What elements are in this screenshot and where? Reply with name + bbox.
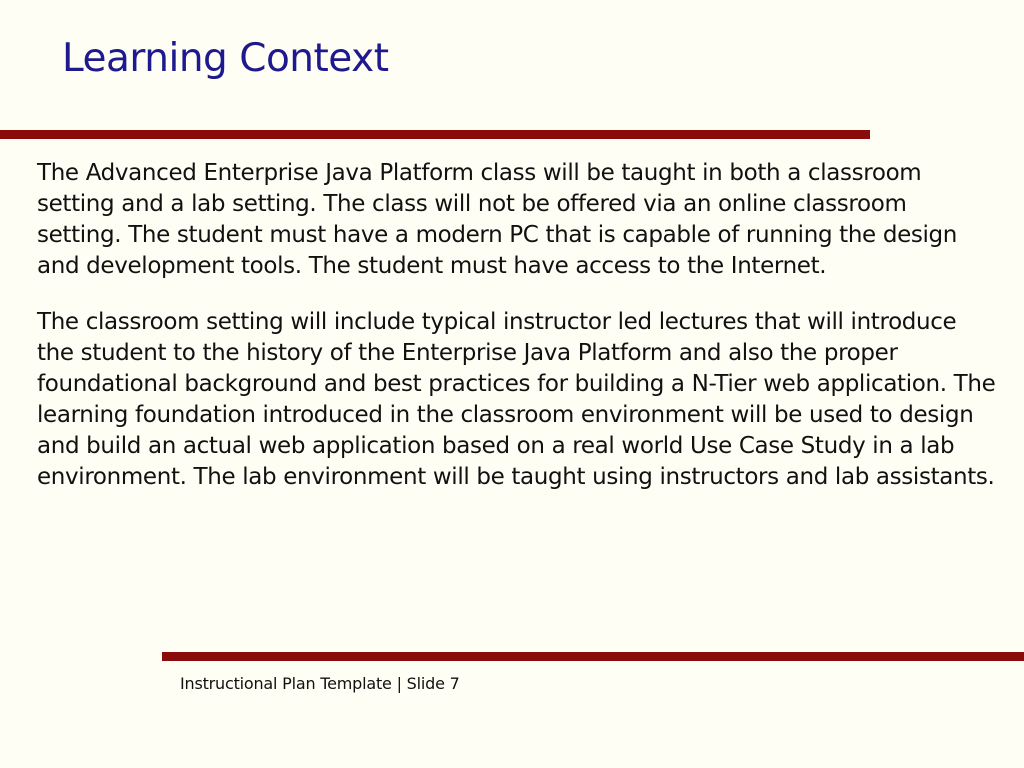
slide-footer: Instructional Plan Template | Slide 7: [180, 674, 460, 693]
top-divider-rule: [0, 130, 870, 139]
body-paragraph-1: The Advanced Enterprise Java Platform class will be taught in both a classroom setting and a lab setting. The class will not be offered via an online classroom setting. The student must have a modern PC that is capable of running the design and development tools. The student must have access to the Internet.: [37, 160, 958, 279]
bottom-divider-rule: [162, 652, 1024, 661]
slide-body: [37, 158, 997, 518]
body-paragraph-2: The classroom setting will include typical instructor led lectures that will introduce the student to the history of the Enterprise Java Platform and also the proper foundational background and best practices for building a N-Tier web application. The learning foundation introduced in the classroom environment will be used to design and build an actual web application based on a real world Use Case Study in a lab environment. The lab environment will be taught using instructors and lab assistants.: [37, 309, 996, 490]
slide-title: Learning Context: [62, 36, 389, 81]
